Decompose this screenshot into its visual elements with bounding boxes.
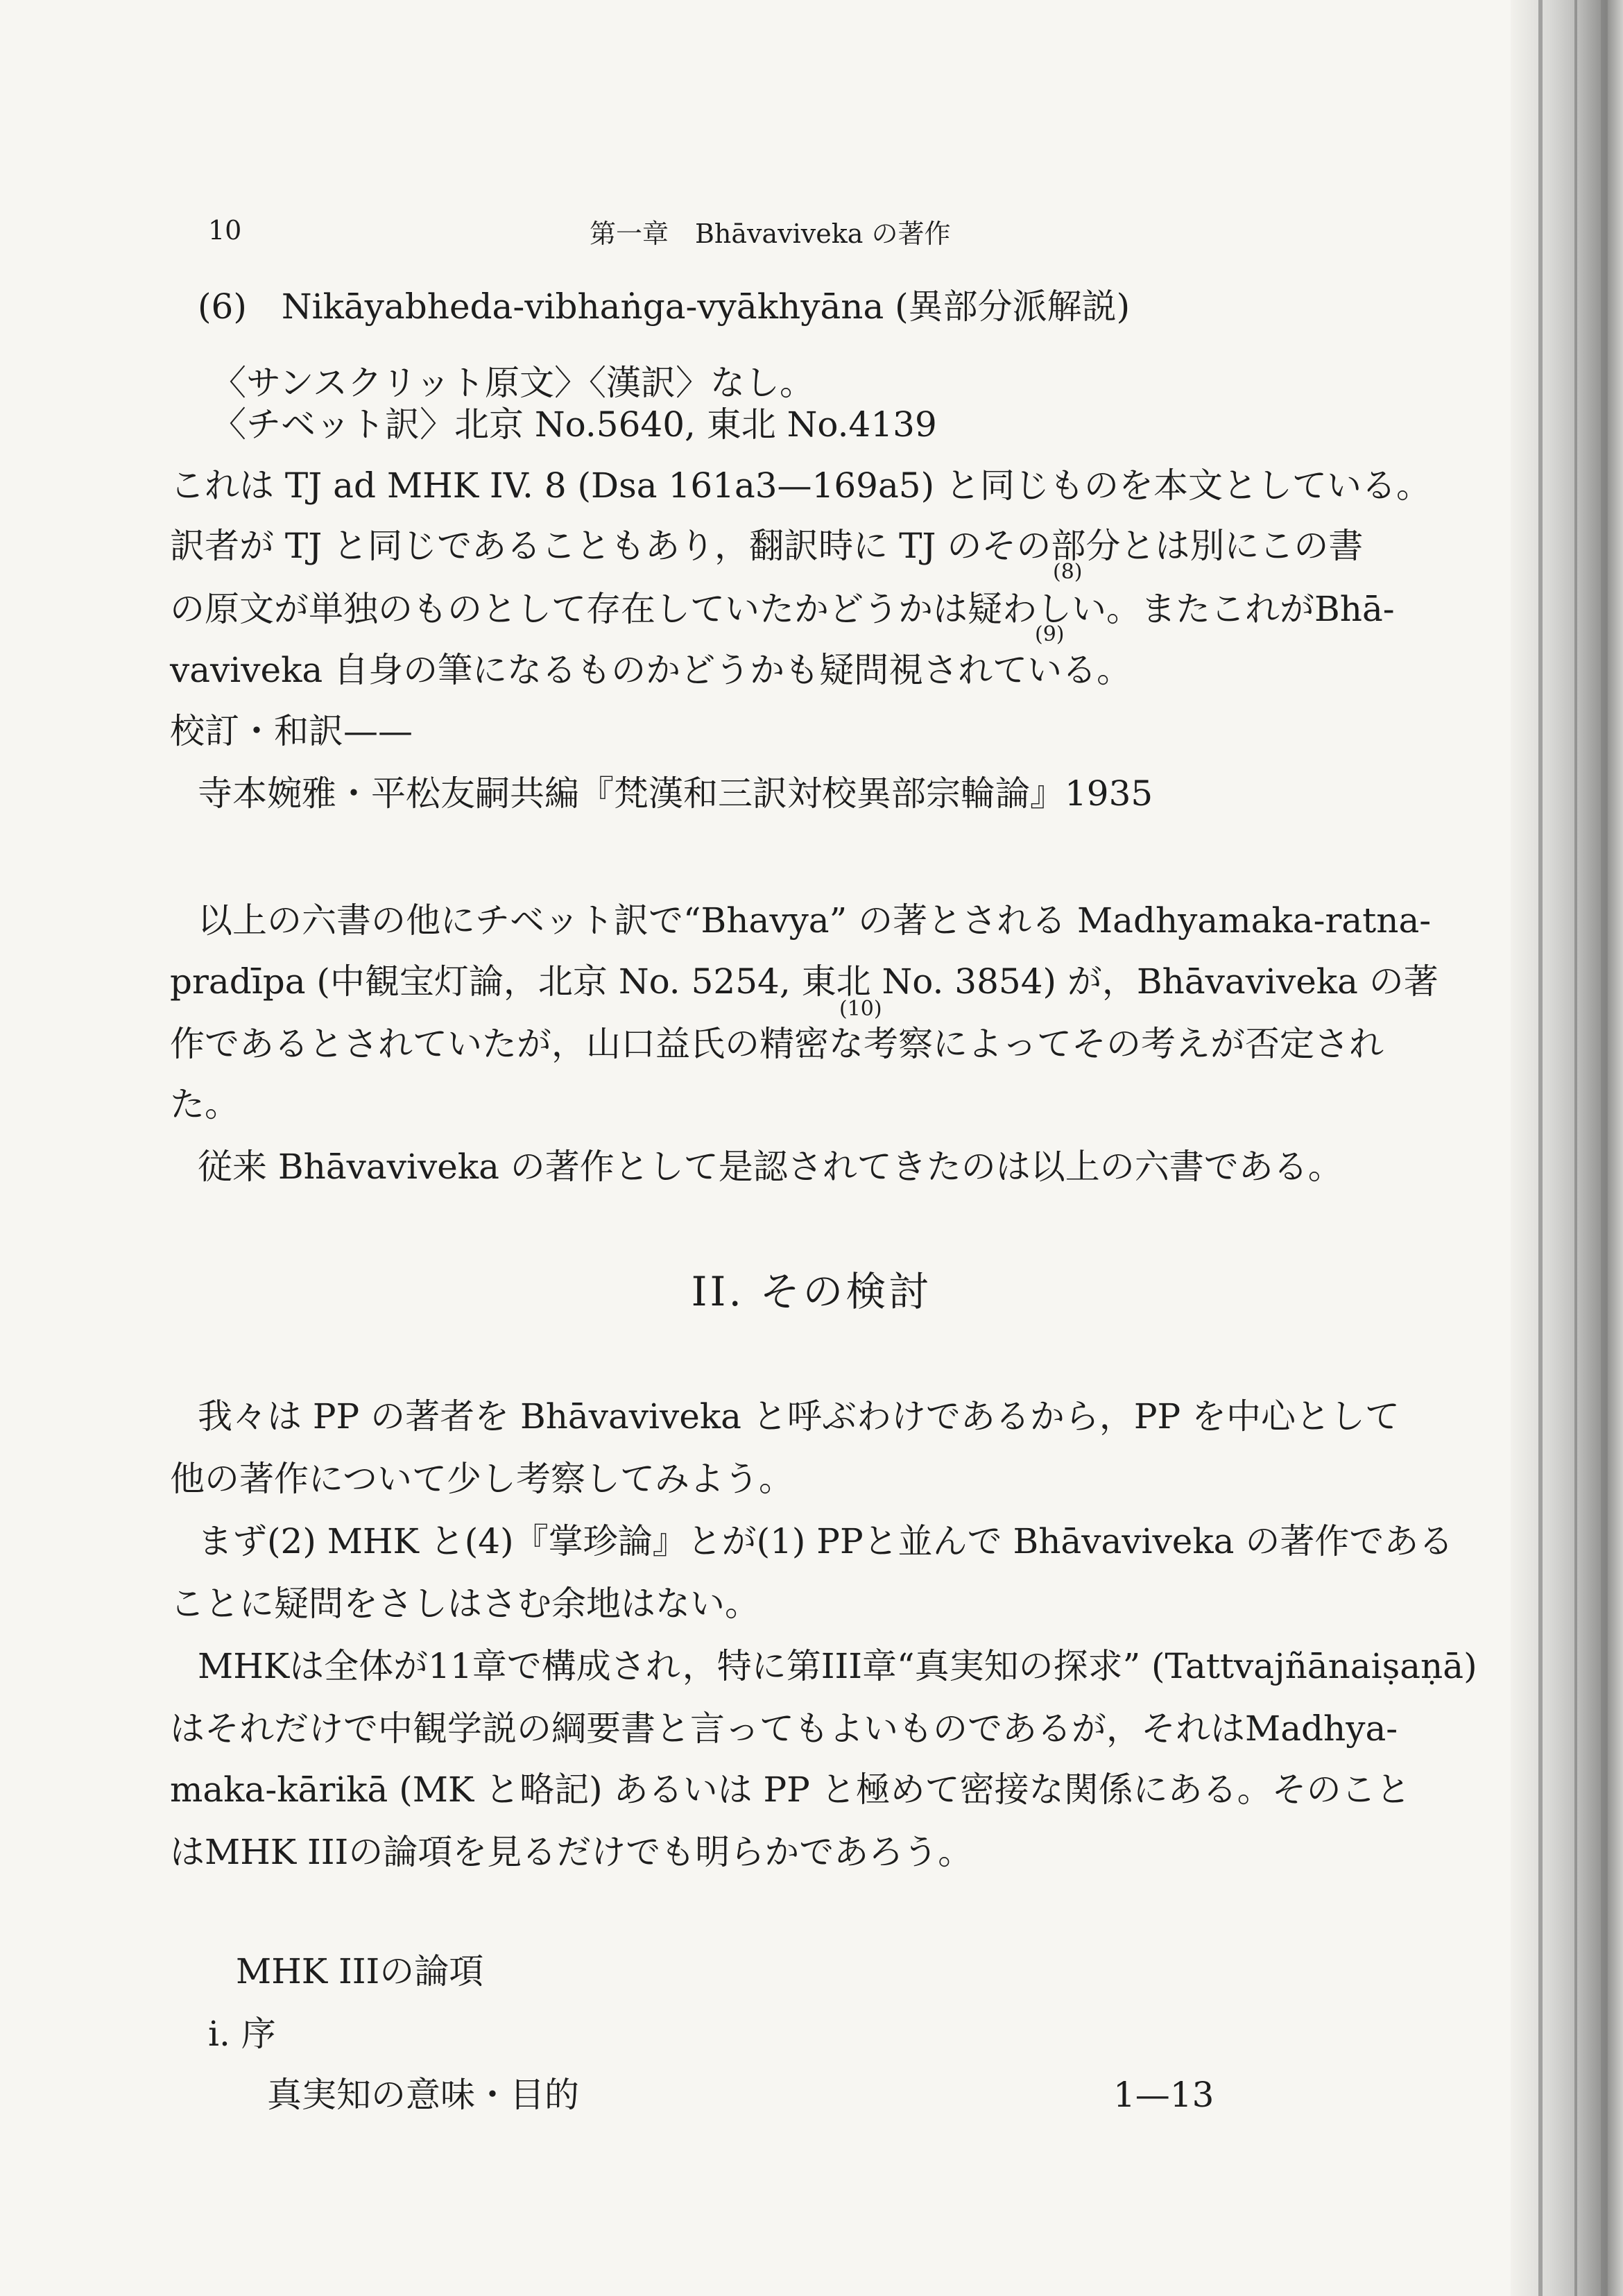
running-title: 第一章 Bhāvaviveka の著作	[590, 219, 951, 249]
paragraph-line: MHKは全体が11章で構成され，特に第III章“真実知の探求” (Tattvajñānaiṣaṇā)	[198, 1646, 1477, 1686]
paragraph-line: maka-kārikā (MK と略記) あるいは PP と極めて密接な関係にある。そのこと	[170, 1770, 1411, 1810]
paragraph-line: はMHK IIIの論項を見るだけでも明らかであろう。	[170, 1832, 973, 1872]
outline-range: 1—13	[1113, 2075, 1214, 2115]
paragraph-line: 作であるとされていたが，山口益氏の精密な考察によってその考えが否定され	[170, 1024, 1384, 1064]
outline-item: 真実知の意味・目的	[267, 2075, 579, 2115]
scan-page-edge	[1511, 0, 1623, 2296]
paragraph-line: ことに疑問をさしはさむ余地はない。	[170, 1584, 759, 1624]
paragraph-line: pradīpa (中観宝灯論，北京 No. 5254, 東北 No. 3854) が，Bhāvaviveka の著	[170, 961, 1439, 1002]
paragraph-line: た。	[170, 1084, 239, 1124]
paragraph-line: の原文が単独のものとして存在していたかどうかは疑わしい。またこれがBhā-	[170, 589, 1395, 629]
outline-title: MHK IIIの論項	[236, 1951, 484, 1991]
note-ref-8: (8)	[1053, 560, 1083, 584]
paragraph-line: これは TJ ad MHK IV. 8 (Dsa 161a3—169a5) と同じものを本文としている。	[170, 465, 1432, 506]
entry-6-sanskrit-chinese: 〈サンスクリット原文〉〈漢訳〉なし。	[212, 363, 814, 403]
paragraph-line: 他の著作について少し考察してみよう。	[170, 1459, 793, 1499]
paragraph-line: はそれだけで中観学説の綱要書と言ってもよいものであるが，それはMadhya-	[170, 1708, 1398, 1749]
note-ref-9: (9)	[1035, 622, 1065, 646]
paragraph-line: 訳者が TJ と同じであることもあり，翻訳時に TJ のその部分とは別にこの書	[170, 526, 1364, 566]
edition-label: 校訂・和訳——	[170, 711, 413, 751]
entry-6-tibetan: 〈チベット訳〉北京 No.5640, 東北 No.4139	[212, 404, 937, 445]
outline-section: i. 序	[208, 2014, 276, 2054]
edition-entry: 寺本婉雅・平松友嗣共編『梵漢和三訳対校異部宗輪論』1935	[198, 773, 1153, 814]
section-heading: II. その検討	[691, 1268, 932, 1315]
paragraph-line: 従来 Bhāvaviveka の著作として是認されてきたのは以上の六書である。	[198, 1147, 1343, 1187]
paragraph-line: まず(2) MHK と(4)『掌珍論』とが(1) PPと並んで Bhāvaviveka の著作である	[198, 1521, 1454, 1561]
note-ref-10: (10)	[839, 997, 882, 1021]
page-number: 10	[208, 215, 242, 246]
paragraph-line: 以上の六書の他にチベット訳で“Bhavya” の著とされる Madhyamaka-ratna-	[198, 900, 1432, 941]
paragraph-line: vaviveka 自身の筆になるものかどうかも疑問視されている。	[170, 650, 1132, 690]
entry-6-title: (6) Nikāyabheda-vibhaṅga-vyākhyāna (異部分派解説)	[198, 286, 1131, 327]
paragraph-line: 我々は PP の著者を Bhāvaviveka と呼ぶわけであるから，PP を中心として	[198, 1396, 1400, 1437]
